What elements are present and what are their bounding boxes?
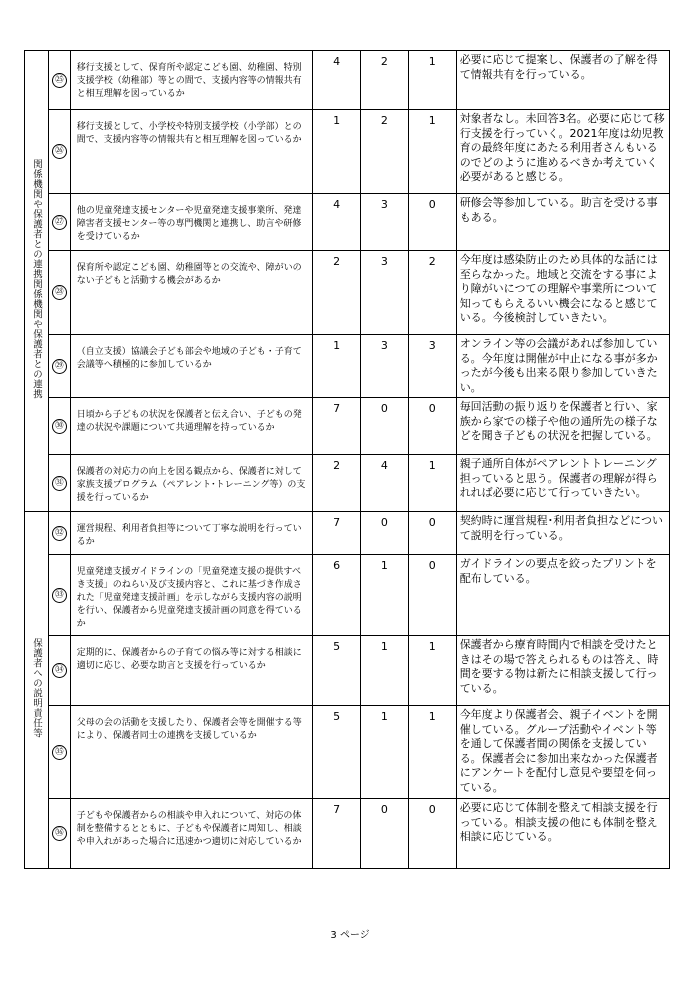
count-neutral-cell [361, 51, 409, 110]
item-number: ㉜ [52, 526, 67, 541]
item-number: ㉘ [52, 285, 67, 300]
count-yes: 4 [333, 198, 341, 211]
count-yes-cell [313, 512, 361, 555]
comment-cell [456, 110, 669, 194]
item-number: ㉞ [52, 663, 67, 678]
item-text-cell [70, 706, 312, 799]
count-neutral: 0 [380, 803, 388, 816]
count-neutral: 2 [380, 55, 388, 68]
count-no: 0 [428, 803, 436, 816]
count-no: 1 [428, 459, 436, 472]
comment: ガイドラインの要点を絞ったプリントを配布している。 [459, 557, 657, 585]
table-row [25, 251, 670, 335]
count-no: 1 [428, 114, 436, 127]
item-text: 移行支援として、保育所や認定こども園、幼稚園、特別支援学校（幼稚部）等との間で、支援内容等の情報共有と相互理解を図っているか [76, 63, 302, 99]
item-number-cell [48, 636, 70, 706]
item-number-cell [48, 512, 70, 555]
comment: 今年度は感染防止のため具体的な話には至らなかった。地域と交流をする事により障がいにつての理解や事業所について知ってもらえるいい機会になると感じている。今後検討していきたい。 [459, 253, 658, 324]
item-text: 定期的に、保護者からの子育ての悩み等に対する相談に適切に応じ、必要な助言と支援を行っているか [76, 648, 302, 671]
count-no-cell [408, 799, 456, 869]
count-no-cell [408, 51, 456, 110]
item-number: ㉝ [52, 588, 67, 603]
item-number: ㉕ [52, 73, 67, 88]
item-number-cell [48, 335, 70, 398]
item-number-cell [48, 555, 70, 636]
count-yes-cell [313, 110, 361, 194]
item-text-cell [70, 335, 312, 398]
count-neutral-cell [361, 194, 409, 251]
count-neutral-cell [361, 398, 409, 455]
page-number: 3 ページ [330, 930, 370, 941]
count-yes-cell [313, 555, 361, 636]
item-text-cell [70, 636, 312, 706]
table-row [25, 636, 670, 706]
item-text-cell [70, 51, 312, 110]
count-no: 1 [428, 640, 436, 653]
count-yes: 4 [333, 55, 341, 68]
count-no: 0 [428, 559, 436, 572]
table-row [25, 512, 670, 555]
item-number: ㉖ [52, 144, 67, 159]
item-text-cell [70, 512, 312, 555]
item-text: 保護者の対応力の向上を図る観点から、保護者に対して家族支援プログラム（ペアレント･トレーニング等）の支援を行っているか [76, 467, 306, 503]
item-text: 児童発達支援ガイドラインの「児童発達支援の提供すべき支援」のねらい及び支援内容と、これに基づき作成された「児童発達支援計画」を示しながら支援内容の説明を行い、保護者から児童発達支援計画の同意を得ているか [76, 567, 302, 629]
count-neutral-cell [361, 636, 409, 706]
item-number-cell [48, 110, 70, 194]
count-neutral: 3 [380, 255, 388, 268]
comment-cell [456, 555, 669, 636]
item-number-cell [48, 455, 70, 512]
count-neutral: 1 [380, 559, 388, 572]
count-yes-cell [313, 455, 361, 512]
count-no: 1 [428, 710, 436, 723]
comment-cell [456, 335, 669, 398]
item-text: （自立支援）協議会子ども部会や地域の子ども・子育て会議等へ積極的に参加しているか [76, 347, 302, 370]
comment-cell [456, 51, 669, 110]
comment-cell [456, 706, 669, 799]
comment: 必要に応じて体制を整えて相談支援を行っている。相談支援の他にも体制を整え相談に応じている。 [459, 801, 658, 843]
item-text: 運営規程、利用者負担等について丁寧な説明を行っているか [76, 524, 302, 547]
count-yes: 2 [333, 255, 341, 268]
count-neutral-cell [361, 706, 409, 799]
count-yes: 6 [333, 559, 341, 572]
table-row [25, 51, 670, 110]
section-label: 関係機関や保護者との連携関係機関や保護者との連携 [30, 159, 42, 399]
table-row [25, 398, 670, 455]
count-no-cell [408, 335, 456, 398]
section-label: 保護者への説明責任等 [30, 638, 42, 738]
item-text-cell [70, 398, 312, 455]
count-yes: 1 [333, 339, 341, 352]
count-yes-cell [313, 706, 361, 799]
count-neutral: 0 [380, 516, 388, 529]
item-number: ㊱ [52, 826, 67, 841]
item-text: 父母の会の活動を支援したり、保護者会等を開催する等により、保護者同士の連携を支援しているか [76, 718, 302, 741]
comment: 研修会等参加している。助言を受ける事もある。 [459, 196, 658, 224]
item-number: ㉙ [52, 359, 67, 374]
count-yes-cell [313, 251, 361, 335]
count-neutral: 4 [380, 459, 388, 472]
count-yes-cell [313, 194, 361, 251]
count-neutral-cell [361, 110, 409, 194]
count-neutral-cell [361, 335, 409, 398]
comment-cell [456, 398, 669, 455]
count-no: 3 [428, 339, 436, 352]
count-neutral: 0 [380, 402, 388, 415]
count-yes: 1 [333, 114, 341, 127]
comment-cell [456, 455, 669, 512]
count-no-cell [408, 706, 456, 799]
item-number: ㉛ [52, 476, 67, 491]
count-no-cell [408, 455, 456, 512]
count-yes-cell [313, 398, 361, 455]
count-neutral-cell [361, 251, 409, 335]
comment: 今年度より保護者会、親子イベントを開催している。グループ活動やイベント等を通して保護者間の関係を支援している。保護者会に参加出来なかった保護者にアンケートを配付し意見や要望を伺っている。 [459, 708, 658, 794]
item-number: ㉟ [52, 745, 67, 760]
item-number: ㉚ [52, 419, 67, 434]
count-no-cell [408, 251, 456, 335]
count-no-cell [408, 512, 456, 555]
item-text: 移行支援として、小学校や特別支援学校（小学部）との間で、支援内容等の情報共有と相互理解を図っているか [76, 122, 302, 145]
item-text: 子どもや保護者からの相談や申入れについて、対応の体制を整備するとともに、子どもや保護者に周知し、相談や申入れがあった場合に迅速かつ適切に対応しているか [76, 811, 302, 847]
table-row [25, 335, 670, 398]
count-neutral-cell [361, 555, 409, 636]
count-neutral: 1 [380, 640, 388, 653]
item-number-cell [48, 398, 70, 455]
item-text: 他の児童発達支援センターや児童発達支援事業所、発達障害者支援センター等の専門機関と連携し、助言や研修を受けているか [76, 206, 302, 242]
count-neutral: 3 [380, 198, 388, 211]
count-no: 0 [428, 198, 436, 211]
count-neutral-cell [361, 455, 409, 512]
comment: 毎回活動の振り返りを保護者と行い、家族から家での様子や他の通所先の様子などを聞き子どもの状況を把握している。 [459, 400, 658, 442]
table-row [25, 555, 670, 636]
table-row [25, 110, 670, 194]
count-yes-cell [313, 335, 361, 398]
count-neutral: 3 [380, 339, 388, 352]
comment-cell [456, 251, 669, 335]
count-yes-cell [313, 636, 361, 706]
section-label-cell [25, 51, 49, 512]
count-yes: 2 [333, 459, 341, 472]
item-text-cell [70, 799, 312, 869]
count-no: 0 [428, 402, 436, 415]
count-neutral: 2 [380, 114, 388, 127]
count-yes: 7 [333, 516, 341, 529]
table-row [25, 799, 670, 869]
table-row [25, 706, 670, 799]
table-row [25, 194, 670, 251]
item-number-cell [48, 799, 70, 869]
item-text-cell [70, 455, 312, 512]
comment: オンライン等の会議があれば参加している。今年度は開催が中止になる事が多かったが今後も出来る限り参加していきたい。 [459, 337, 658, 394]
count-yes: 7 [333, 402, 341, 415]
table-row [25, 455, 670, 512]
count-no-cell [408, 194, 456, 251]
count-no-cell [408, 398, 456, 455]
count-yes: 5 [333, 710, 341, 723]
comment-cell [456, 636, 669, 706]
item-text: 日頃から子どもの状況を保護者と伝え合い、子どもの発達の状況や課題について共通理解を持っているか [76, 410, 302, 433]
count-no-cell [408, 110, 456, 194]
count-neutral-cell [361, 799, 409, 869]
item-text-cell [70, 110, 312, 194]
comment-cell [456, 512, 669, 555]
count-yes: 7 [333, 803, 341, 816]
comment: 保護者から療育時間内で相談を受けたときはその場で答えられるものは答え、時間を要する物は新たに相談支援して行っている。 [459, 638, 659, 695]
count-yes-cell [313, 51, 361, 110]
comment: 対象者なし。未回答3名。必要に応じて移行支援を行っていく。2021年度は幼児教育の最終年度にあたる利用者さんもいるのでどのように進めるべきか考えていく必要があると感じる。 [459, 112, 665, 183]
comment: 親子通所自体がペアレントトレーニング担っていると思う。保護者の理解が得られれば必要に応じて行っていきたい。 [459, 457, 658, 499]
item-text-cell [70, 555, 312, 636]
comment-cell [456, 799, 669, 869]
count-no-cell [408, 555, 456, 636]
count-yes-cell [313, 799, 361, 869]
count-yes: 5 [333, 640, 341, 653]
item-text-cell [70, 251, 312, 335]
item-number-cell [48, 194, 70, 251]
item-number: ㉗ [52, 215, 67, 230]
item-number-cell [48, 51, 70, 110]
section-label-cell [25, 512, 49, 869]
item-text-cell [70, 194, 312, 251]
item-text: 保育所や認定こども園、幼稚園等との交流や、障がいのない子どもと活動する機会があるか [76, 263, 302, 286]
comment: 契約時に運営規程･利用者負担などについて説明を行っている。 [459, 514, 663, 542]
evaluation-table [24, 50, 670, 869]
comment: 必要に応じて提案し、保護者の了解を得て情報共有を行っている。 [459, 53, 658, 81]
item-number-cell [48, 251, 70, 335]
item-number-cell [48, 706, 70, 799]
count-no: 2 [428, 255, 436, 268]
count-no: 1 [428, 55, 436, 68]
count-neutral: 1 [380, 710, 388, 723]
count-no-cell [408, 636, 456, 706]
count-neutral-cell [361, 512, 409, 555]
comment-cell [456, 194, 669, 251]
count-no: 0 [428, 516, 436, 529]
